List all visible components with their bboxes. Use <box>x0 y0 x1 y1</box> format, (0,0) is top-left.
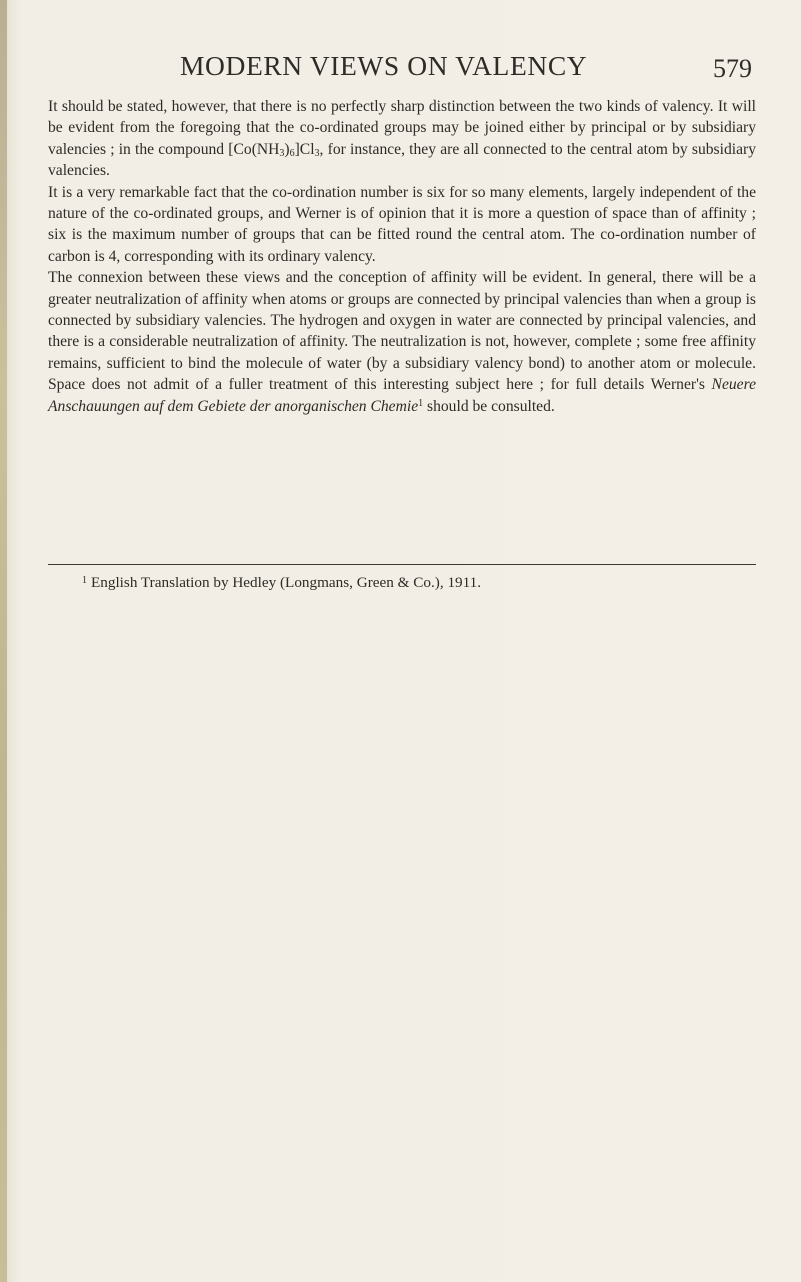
paragraph-3-text-a: The connexion between these views and the conception of affinity will be evident. In general, there will be a greater neutralization of affinity when atoms or groups are connected by principal valencies than when a group is connected by subsidiary valencies. The hydrogen and oxygen in water are connected by principal valencies, and there is a considerable neutralization of affinity. The neutralization is not, however, complete ; some free affinity remains, sufficient to bind the molecule of water (by a subsidiary valency bond) to another atom or molecule. Space does not admit of a fuller treatment of this interesting subject here ; for full details Werner's <box>48 269 756 394</box>
page-number: 579 <box>713 54 752 83</box>
footnote-marker: 1 <box>82 575 87 586</box>
running-head: MODERN VIEWS ON VALENCY <box>180 50 588 81</box>
page-binding-edge <box>0 0 7 1282</box>
formula-subscript: 6 <box>289 147 295 159</box>
formula-part: [Co(NH <box>228 140 280 158</box>
paragraph-1-text-a: It should be stated, however, that there is no perfectly sharp distinction between the two kinds of valency. It will be evident from the foregoing that the co-ordinated groups may be joined either by principal or by subsidiary valencies ; in the compound <box>48 98 756 158</box>
footnote-reference: 1 <box>418 397 424 409</box>
formula-part: ]Cl <box>294 140 315 158</box>
paragraph-1 <box>48 96 756 182</box>
paragraph-1-text-b: , for instance, they are all connected to the central atom by subsidiary valencies. <box>48 140 756 180</box>
paragraph-2: It is a very remarkable fact that the co-ordination number is six for so many elements, largely independent of the nature of the co-ordinated groups, and Werner is of opinion that it is more a question of space than of affinity ; six is the maximum number of groups that can be fitted round the central atom. The co-ordination number of carbon is 4, corresponding with its ordinary valency. <box>48 183 756 265</box>
formula-subscript: 3 <box>314 147 320 159</box>
footnote-divider <box>48 564 756 565</box>
paragraph-3 <box>48 267 756 417</box>
formula-part: ) <box>284 140 290 158</box>
footnote <box>82 571 762 593</box>
formula-subscript: 3 <box>279 147 285 159</box>
footnote-text: English Translation by Hedley (Longmans, Green & Co.), 1911. <box>91 574 482 591</box>
paragraph-3-text-b: should be consulted. <box>423 397 555 415</box>
body-text <box>48 96 756 417</box>
chemical-formula <box>228 141 319 158</box>
book-title-italic: Neuere Anschauungen auf dem Gebiete der anorganischen Chemie <box>48 376 756 415</box>
page-header <box>0 50 801 90</box>
